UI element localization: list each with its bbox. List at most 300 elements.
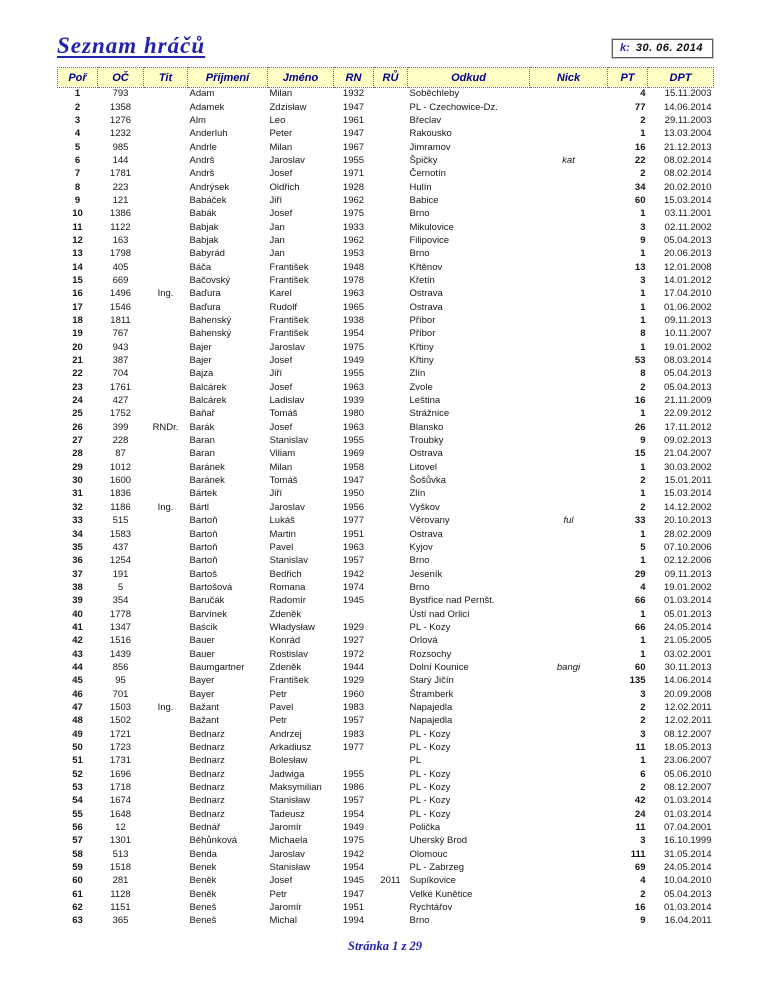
cell-dpt: 08.02.2014 — [663, 154, 712, 166]
cell-por: 22 — [72, 368, 83, 380]
cell-tit — [144, 474, 188, 487]
cell-pt: 42 — [634, 795, 646, 807]
cell-nick — [530, 581, 608, 594]
column-header-prijmeni: Příjmení — [188, 68, 268, 88]
cell-prijmeni: Barák — [189, 421, 215, 433]
cell-rn: 1947 — [342, 475, 365, 487]
cell-tit — [144, 301, 188, 314]
cell-jmeno: Tomáš — [269, 475, 298, 487]
cell-dpt: 01.03.2014 — [663, 795, 712, 807]
table-row — [58, 448, 714, 461]
cell-prijmeni: Babáček — [189, 194, 227, 206]
cell-pt: 111 — [630, 848, 646, 860]
cell-pt: 3 — [640, 274, 646, 286]
cell-prijmeni: Andrš — [189, 168, 215, 180]
cell-pt: 1 — [640, 635, 646, 647]
cell-oc: 1503 — [109, 701, 132, 713]
cell-tit — [144, 621, 188, 634]
cell-odkud: Rychtářov — [409, 902, 453, 914]
cell-dpt: 09.02.2013 — [663, 435, 712, 447]
cell-prijmeni: Baumgartner — [189, 661, 245, 673]
cell-nick — [530, 675, 608, 688]
table-row — [58, 421, 714, 434]
cell-odkud: Špičky — [409, 154, 438, 166]
cell-nick — [530, 314, 608, 327]
cell-jmeno: František — [269, 328, 309, 340]
cell-pt: 1 — [640, 301, 646, 313]
cell-odkud: Křtiny — [409, 341, 434, 353]
cell-rn: 1954 — [342, 328, 365, 340]
cell-jmeno: Karel — [269, 288, 292, 300]
cell-pt: 9 — [640, 915, 646, 927]
cell-tit — [144, 341, 188, 354]
cell-tit — [144, 515, 188, 528]
cell-oc: 191 — [112, 568, 129, 580]
cell-odkud: Štramberk — [409, 688, 454, 700]
cell-prijmeni: Balcárek — [189, 395, 227, 407]
table-row — [58, 101, 714, 114]
cell-prijmeni: Babyrád — [189, 248, 225, 260]
cell-por: 14 — [72, 261, 83, 273]
cell-rn: 1967 — [342, 141, 365, 153]
table-row — [58, 88, 714, 101]
cell-ru — [374, 234, 408, 247]
cell-por: 20 — [72, 341, 83, 353]
cell-rn: 1951 — [342, 528, 365, 540]
cell-pt: 1 — [640, 461, 646, 473]
cell-oc: 793 — [112, 88, 129, 100]
cell-dpt: 20.06.2013 — [663, 248, 712, 260]
cell-rn: 1971 — [342, 168, 365, 180]
table-row — [58, 861, 714, 874]
cell-ru — [374, 381, 408, 394]
cell-ru — [374, 301, 408, 314]
cell-ru — [374, 408, 408, 421]
table-row — [58, 328, 714, 341]
cell-tit — [144, 901, 188, 914]
cell-dpt: 03.11.2001 — [664, 208, 712, 220]
cell-tit — [144, 808, 188, 821]
cell-prijmeni: Baran — [189, 435, 215, 447]
cell-prijmeni: Balcárek — [189, 381, 227, 393]
cell-jmeno: Jaroslav — [269, 154, 305, 166]
cell-dpt: 09.11.2013 — [664, 568, 712, 580]
cell-rn: 1977 — [342, 742, 365, 754]
cell-rn: 1945 — [342, 875, 365, 887]
cell-tit — [144, 208, 188, 221]
cell-dpt: 30.03.2002 — [663, 461, 712, 473]
cell-rn: 1955 — [342, 368, 365, 380]
cell-ru — [374, 581, 408, 594]
cell-por: 45 — [72, 675, 83, 687]
cell-tit — [144, 128, 188, 141]
table-row — [58, 728, 714, 741]
cell-nick — [530, 635, 608, 648]
cell-oc: 405 — [112, 261, 129, 273]
cell-tit — [144, 915, 188, 928]
table-row — [58, 368, 714, 381]
cell-tit — [144, 101, 188, 114]
cell-nick — [530, 261, 608, 274]
cell-oc: 1583 — [109, 528, 132, 540]
cell-rn: 1954 — [342, 808, 365, 820]
cell-jmeno: Jaroslav — [269, 848, 305, 860]
cell-ru — [374, 515, 408, 528]
cell-jmeno: Władysław — [269, 621, 315, 633]
cell-prijmeni: Báča — [189, 261, 212, 273]
cell-ru — [374, 141, 408, 154]
table-row — [58, 234, 714, 247]
cell-prijmeni: Bartoň — [189, 541, 218, 553]
cell-ru — [374, 835, 408, 848]
cell-por: 58 — [72, 848, 83, 860]
cell-oc: 767 — [112, 328, 129, 340]
cell-jmeno: Konrád — [269, 635, 301, 647]
cell-tit — [144, 821, 188, 834]
column-header-jmeno: Jméno — [268, 68, 334, 88]
cell-oc: 387 — [112, 355, 129, 367]
cell-pt: 2 — [640, 381, 646, 393]
cell-ru — [374, 795, 408, 808]
cell-pt: 1 — [640, 755, 646, 767]
cell-tit: RNDr. — [152, 421, 179, 433]
cell-prijmeni: Bártl — [189, 501, 210, 513]
cell-prijmeni: Bartošová — [189, 581, 233, 593]
cell-ru — [374, 341, 408, 354]
cell-jmeno: Rostislav — [269, 648, 309, 660]
cell-nick: kat — [562, 154, 575, 166]
table-row — [58, 154, 714, 167]
cell-jmeno: Jaromír — [269, 902, 302, 914]
cell-nick — [530, 448, 608, 461]
cell-por: 6 — [74, 154, 81, 166]
cell-nick — [530, 461, 608, 474]
cell-rn — [334, 608, 374, 621]
cell-nick — [530, 194, 608, 207]
cell-oc: 513 — [112, 848, 129, 860]
table-row — [58, 141, 714, 154]
cell-dpt: 21.05.2005 — [663, 635, 712, 647]
cell-por: 27 — [72, 435, 83, 447]
cell-jmeno: Josef — [269, 208, 293, 220]
cell-odkud: Leština — [409, 395, 441, 407]
cell-oc: 354 — [112, 595, 129, 607]
table-row — [58, 301, 714, 314]
cell-pt: 69 — [634, 862, 646, 874]
cell-jmeno: Jaromír — [269, 822, 302, 834]
cell-por: 53 — [72, 782, 83, 794]
cell-dpt: 08.12.2007 — [663, 782, 712, 794]
cell-por: 24 — [72, 395, 83, 407]
table-row — [58, 114, 714, 127]
cell-pt: 3 — [640, 688, 646, 700]
cell-dpt: 31.05.2014 — [663, 848, 712, 860]
cell-odkud: Rakousko — [409, 128, 452, 140]
cell-dpt: 13.03.2004 — [663, 128, 712, 140]
cell-tit — [144, 314, 188, 327]
cell-jmeno: Romana — [269, 581, 306, 593]
cell-prijmeni: Babák — [189, 208, 217, 220]
cell-oc: 1301 — [109, 835, 132, 847]
cell-dpt: 02.12.2006 — [663, 555, 712, 567]
cell-jmeno: Jiří — [269, 368, 283, 380]
cell-tit — [144, 274, 188, 287]
cell-rn: 1978 — [342, 274, 365, 286]
cell-jmeno: Jan — [269, 221, 285, 233]
cell-oc: 1254 — [109, 555, 132, 567]
cell-prijmeni: Adamek — [189, 101, 225, 113]
cell-jmeno: Tadeusz — [269, 808, 305, 820]
table-row — [58, 488, 714, 501]
cell-dpt: 01.03.2014 — [663, 595, 712, 607]
cell-por: 62 — [72, 902, 83, 914]
cell-odkud: Soběchleby — [409, 88, 460, 100]
table-row — [58, 621, 714, 634]
cell-tit — [144, 608, 188, 621]
cell-jmeno: Josef — [269, 381, 293, 393]
cell-por: 16 — [72, 288, 83, 300]
cell-odkud: Troubky — [409, 435, 444, 447]
cell-oc: 1232 — [109, 128, 132, 140]
cell-oc: 1347 — [109, 621, 132, 633]
cell-dpt: 14.06.2014 — [663, 675, 712, 687]
cell-tit — [144, 154, 188, 167]
cell-prijmeni: Bednarz — [189, 795, 225, 807]
cell-oc: 1723 — [109, 742, 132, 754]
cell-pt: 1 — [640, 488, 646, 500]
cell-tit — [144, 795, 188, 808]
table-row — [58, 661, 714, 674]
cell-pt: 2 — [640, 701, 646, 713]
cell-jmeno: Milan — [269, 88, 293, 100]
cell-oc: 1761 — [109, 381, 132, 393]
cell-dpt: 17.04.2010 — [663, 288, 712, 300]
cell-oc: 1721 — [109, 728, 132, 740]
cell-tit — [144, 394, 188, 407]
cell-pt: 66 — [634, 595, 646, 607]
cell-odkud: Supíkovice — [409, 875, 456, 887]
cell-prijmeni: Anderluh — [189, 128, 228, 140]
cell-odkud: PL - Czechowice-Dz. — [409, 101, 498, 113]
cell-odkud: Zlín — [409, 488, 426, 500]
column-header-por: Poř — [58, 68, 98, 88]
cell-prijmeni: Bednarz — [189, 755, 225, 767]
cell-pt: 1 — [640, 408, 646, 420]
table-row — [58, 461, 714, 474]
cell-jmeno: Pavel — [269, 701, 294, 713]
cell-nick — [530, 341, 608, 354]
cell-nick — [530, 528, 608, 541]
cell-pt: 11 — [635, 822, 646, 834]
as-of-date-box — [612, 39, 713, 58]
table-row — [58, 888, 714, 901]
cell-por: 25 — [72, 408, 83, 420]
cell-rn: 1975 — [342, 208, 365, 220]
cell-oc: 1778 — [109, 608, 132, 620]
cell-jmeno: Stanislav — [269, 555, 309, 567]
cell-prijmeni: Bajer — [189, 355, 212, 367]
page-content — [57, 34, 713, 954]
cell-pt: 3 — [640, 728, 646, 740]
cell-dpt: 21.11.2009 — [664, 395, 712, 407]
cell-ru — [374, 394, 408, 407]
cell-por: 46 — [72, 688, 83, 700]
cell-por: 2 — [74, 101, 81, 113]
cell-oc: 1502 — [109, 715, 132, 727]
cell-tit — [144, 768, 188, 781]
cell-por: 4 — [74, 128, 81, 140]
table-row — [58, 901, 714, 914]
table-row — [58, 221, 714, 234]
cell-oc: 515 — [112, 515, 129, 527]
table-row — [58, 595, 714, 608]
cell-nick — [530, 421, 608, 434]
table-row — [58, 181, 714, 194]
table-row — [58, 821, 714, 834]
cell-pt: 3 — [640, 835, 646, 847]
cell-dpt: 05.04.2013 — [663, 888, 712, 900]
cell-jmeno: Bedřich — [269, 568, 302, 580]
cell-prijmeni: Alm — [189, 114, 206, 126]
cell-dpt: 24.05.2014 — [663, 621, 712, 633]
cell-rn: 1949 — [342, 822, 365, 834]
cell-jmeno: Josef — [269, 355, 293, 367]
cell-por: 38 — [72, 581, 83, 593]
cell-odkud: Filipovice — [409, 234, 450, 246]
cell-jmeno: Martin — [269, 528, 296, 540]
cell-por: 32 — [72, 501, 83, 513]
cell-prijmeni: Bahenský — [189, 315, 232, 327]
cell-prijmeni: Bednarz — [189, 808, 225, 820]
cell-rn — [334, 755, 374, 768]
cell-dpt: 15.01.2011 — [664, 475, 712, 487]
cell-rn: 1947 — [342, 888, 365, 900]
cell-por: 12 — [72, 234, 83, 246]
table-row — [58, 261, 714, 274]
cell-prijmeni: Bauer — [189, 648, 215, 660]
cell-jmeno: Jaroslav — [269, 501, 305, 513]
cell-prijmeni: Baran — [189, 448, 215, 460]
cell-tit — [144, 368, 188, 381]
cell-odkud: Ostrava — [409, 528, 443, 540]
cell-pt: 1 — [640, 341, 646, 353]
cell-oc: 427 — [112, 395, 129, 407]
header-row — [57, 34, 713, 67]
cell-jmeno: Milan — [269, 461, 293, 473]
cell-odkud: Kyjov — [409, 541, 433, 553]
cell-prijmeni: Bačovský — [189, 274, 231, 286]
cell-por: 42 — [72, 635, 83, 647]
cell-tit — [144, 194, 188, 207]
cell-dpt: 05.01.2013 — [663, 608, 712, 620]
cell-tit — [144, 648, 188, 661]
cell-odkud: PL - Kozy — [409, 795, 451, 807]
cell-prijmeni: Bártek — [189, 488, 217, 500]
cell-por: 15 — [72, 274, 83, 286]
cell-odkud: Brno — [409, 555, 430, 567]
cell-por: 61 — [72, 888, 83, 900]
cell-nick — [530, 728, 608, 741]
cell-odkud: Bystřice nad Pernšt. — [409, 595, 495, 607]
cell-oc: 943 — [112, 341, 129, 353]
cell-odkud: Jeseník — [409, 568, 443, 580]
cell-por: 26 — [72, 421, 83, 433]
cell-odkud: Vyškov — [409, 501, 440, 513]
cell-rn: 1975 — [342, 835, 365, 847]
cell-jmeno: Jaroslav — [269, 341, 305, 353]
cell-ru — [374, 354, 408, 367]
cell-pt: 1 — [640, 315, 646, 327]
cell-prijmeni: Bednarz — [189, 742, 225, 754]
cell-prijmeni: Beněk — [189, 888, 217, 900]
table-row — [58, 274, 714, 287]
cell-nick — [530, 368, 608, 381]
cell-nick — [530, 128, 608, 141]
cell-tit — [144, 688, 188, 701]
cell-pt: 1 — [640, 248, 646, 260]
cell-por: 17 — [72, 301, 83, 313]
cell-ru — [374, 675, 408, 688]
cell-tit — [144, 461, 188, 474]
cell-rn: 1942 — [342, 568, 365, 580]
cell-dpt: 03.02.2001 — [663, 648, 712, 660]
header-row-cells — [58, 68, 714, 88]
cell-tit — [144, 408, 188, 421]
cell-por: 28 — [72, 448, 83, 460]
cell-ru — [374, 168, 408, 181]
cell-nick — [530, 755, 608, 768]
cell-prijmeni: Bajza — [189, 368, 214, 380]
cell-oc: 437 — [112, 541, 129, 553]
cell-ru — [374, 901, 408, 914]
table-row — [58, 568, 714, 581]
cell-rn: 1977 — [342, 515, 365, 527]
table-row — [58, 635, 714, 648]
cell-por: 33 — [72, 515, 83, 527]
cell-tit — [144, 381, 188, 394]
cell-odkud: Černotín — [409, 168, 446, 180]
cell-tit — [144, 875, 188, 888]
cell-tit — [144, 861, 188, 874]
cell-ru — [374, 314, 408, 327]
cell-odkud: Zvole — [409, 381, 433, 393]
cell-tit — [144, 354, 188, 367]
column-header-pt: PT — [608, 68, 648, 88]
cell-prijmeni: Baručák — [189, 595, 225, 607]
cell-por: 43 — [72, 648, 83, 660]
cell-jmeno: Leo — [269, 114, 286, 126]
cell-jmeno: Radomír — [269, 595, 306, 607]
cell-tit — [144, 114, 188, 127]
cell-prijmeni: Bednarz — [189, 782, 225, 794]
cell-rn: 1938 — [342, 315, 365, 327]
cell-pt: 1 — [640, 648, 646, 660]
cell-por: 57 — [72, 835, 83, 847]
cell-nick: bangi — [556, 661, 581, 673]
cell-dpt: 12.02.2011 — [664, 715, 712, 727]
cell-por: 39 — [72, 595, 83, 607]
cell-dpt: 05.04.2013 — [663, 381, 712, 393]
cell-ru — [374, 88, 408, 101]
cell-rn: 1939 — [342, 395, 365, 407]
cell-ru — [374, 261, 408, 274]
cell-tit — [144, 728, 188, 741]
cell-ru — [374, 688, 408, 701]
cell-pt: 2 — [640, 782, 646, 794]
cell-oc: 1496 — [109, 288, 132, 300]
cell-jmeno: Milan — [269, 141, 293, 153]
table-row — [58, 608, 714, 621]
